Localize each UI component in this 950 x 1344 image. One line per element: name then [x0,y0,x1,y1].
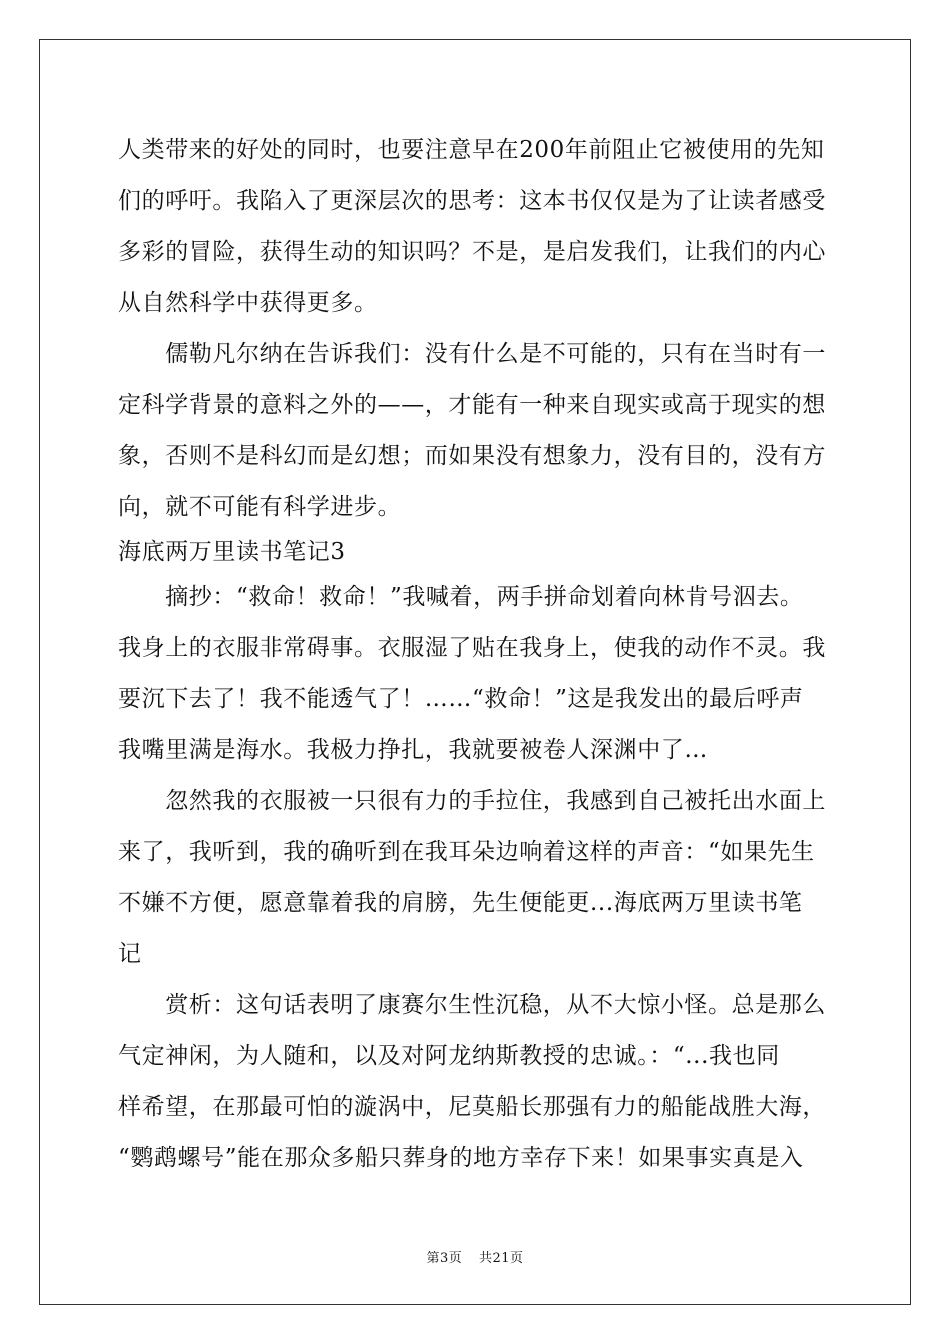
document-body [118,128,832,1187]
text-line: “鹦鹉螺号”能在那众多船只葬身的地方幸存下来！如果事实真是入 [118,1145,804,1171]
text-line: 向，就不可能有科学进步。 [118,494,402,520]
page-footer [0,1247,950,1266]
text-line: 人类带来的好处的同时，也要注意早在200年前阻止它被使用的先知 [118,137,825,163]
text-line: 儒勒凡尔纳在告诉我们：没有什么是不可能的，只有在当时有一 [118,341,826,367]
page-number: 第3页 [426,1251,463,1266]
text-line: 气定神闲，为人随和，以及对阿龙纳斯教授的忠诚。：“...我也同 [118,1043,780,1069]
text-line: 不嫌不方便，愿意靠着我的肩膀，先生便能更...海底两万里读书笔 [118,890,803,916]
text-line: 忽然我的衣服被一只很有力的手拉住，我感到自己被托出水面上 [118,788,826,814]
text-line: 摘抄：“救命！救命！”我喊着，两手拼命划着向林肯号泅去。 [118,584,804,610]
text-line: 们的呼吁。我陷入了更深层次的思考：这本书仅仅是为了让读者感受 [118,188,826,214]
text-line: 记 [118,941,142,967]
text-line: 赏析：这句话表明了康赛尔生性沉稳，从不大惊小怪。总是那么 [118,992,826,1018]
text-line: 象，否则不是科幻而是幻想；而如果没有想象力，没有目的，没有方 [118,443,826,469]
text-line: 多彩的冒险，获得生动的知识吗？不是，是启发我们，让我们的内心 [118,239,826,265]
text-line: 从自然科学中获得更多。 [118,290,378,316]
text-line: 要沉下去了！我不能透气了！……“救命！”这是我发出的最后呼声 [118,686,804,712]
text-line: 样希望，在那最可怕的漩涡中，尼莫船长那强有力的船能战胜大海， [118,1094,826,1120]
section-heading: 海底两万里读书笔记3 [118,539,346,565]
page-total: 共21页 [478,1251,524,1266]
text-line: 来了，我听到，我的确听到在我耳朵边响着这样的声音：“如果先生 [118,839,815,865]
text-line: 我嘴里满是海水。我极力挣扎，我就要被卷人深渊中了… [118,737,708,763]
text-line: 我身上的衣服非常碍事。衣服湿了贴在我身上，使我的动作不灵。我 [118,635,826,661]
text-line: 定科学背景的意料之外的——，才能有一种来自现实或高于现实的想 [118,392,826,418]
